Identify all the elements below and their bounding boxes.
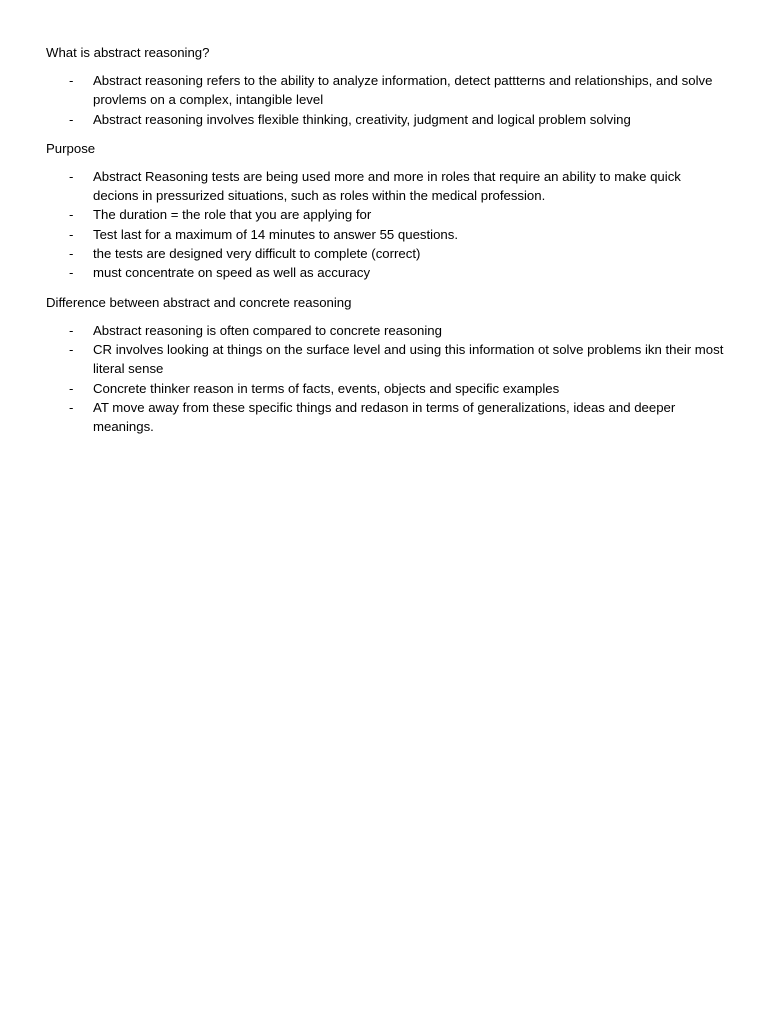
bullet-dash: -: [69, 207, 74, 223]
list-item-text: Abstract Reasoning tests are being used more and more in roles that require an ability to make quick decions in pressurized situations, such as roles within the medical profession.: [93, 168, 681, 204]
list-item-text: Test last for a maximum of 14 minutes to answer 55 questions.: [93, 226, 459, 242]
list-item: [46, 398, 726, 437]
list-item: [46, 167, 726, 206]
list-item: [46, 71, 726, 110]
list-item: [46, 321, 726, 340]
list-item-text: the tests are designed very difficult to complete (correct): [93, 246, 421, 262]
section-heading: Purpose: [46, 140, 96, 156]
document-body: [46, 43, 726, 446]
section-what-is-abstract-reasoning: [46, 43, 726, 129]
bullet-dash: -: [69, 380, 74, 396]
bullet-dash: -: [69, 111, 74, 127]
section-heading: Difference between abstract and concrete reasoning: [46, 294, 352, 310]
list-item-text: AT move away from these specific things and redason in terms of generalizations, ideas and deeper meanings.: [93, 399, 676, 435]
bullet-dash: -: [69, 322, 74, 338]
list-item-text: Abstract reasoning involves flexible thinking, creativity, judgment and logical problem solving: [93, 111, 631, 127]
bullet-dash: -: [69, 168, 74, 184]
list-item: [46, 244, 726, 263]
list-item: [46, 263, 726, 282]
section-abstract-vs-concrete: [46, 293, 726, 437]
list-item-text: Concrete thinker reason in terms of facts, events, objects and specific examples: [93, 380, 560, 396]
bullet-list: [46, 167, 726, 283]
list-item: [46, 110, 726, 129]
list-item: [46, 379, 726, 398]
bullet-dash: -: [69, 341, 74, 357]
bullet-list: [46, 71, 726, 129]
bullet-dash: -: [69, 265, 74, 281]
list-item-text: must concentrate on speed as well as accuracy: [93, 265, 371, 281]
list-item-text: CR involves looking at things on the surface level and using this information ot solve problems ikn their most literal sense: [93, 341, 724, 377]
bullet-list: [46, 321, 726, 437]
list-item: [46, 205, 726, 224]
list-item: [46, 225, 726, 244]
bullet-dash: -: [69, 246, 74, 262]
section-purpose: [46, 139, 726, 283]
section-heading: What is abstract reasoning?: [46, 45, 210, 60]
bullet-dash: -: [69, 73, 74, 88]
list-item-text: Abstract reasoning is often compared to concrete reasoning: [93, 322, 442, 338]
list-item: [46, 340, 726, 379]
bullet-dash: -: [69, 399, 74, 415]
list-item-text: The duration = the role that you are applying for: [93, 207, 372, 223]
bullet-dash: -: [69, 226, 74, 242]
list-item-text: Abstract reasoning refers to the ability to analyze information, detect pattterns and relationships, and solve provlems on a complex, intangible level: [93, 73, 713, 108]
